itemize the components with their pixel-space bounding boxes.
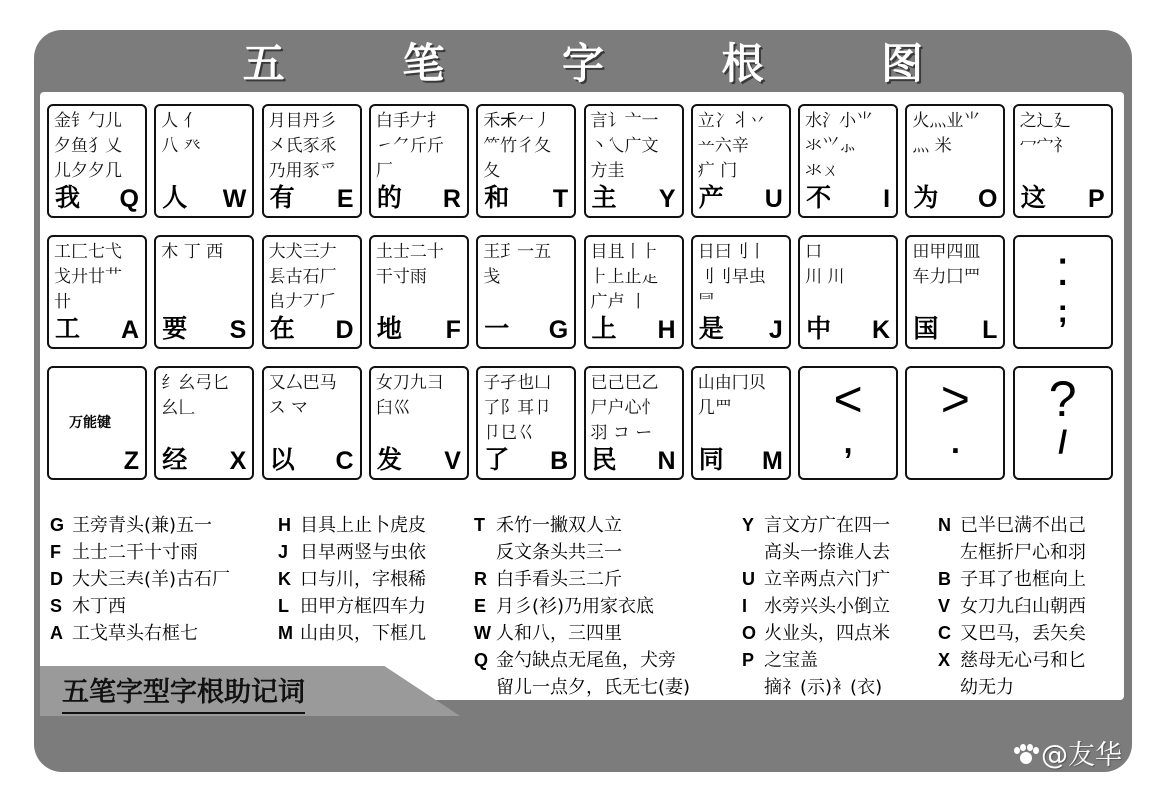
root-line: 镸古石厂 bbox=[268, 267, 337, 287]
root-line: 田甲四皿 bbox=[912, 242, 981, 262]
mnemonic-line bbox=[50, 566, 230, 593]
root-line: 立冫丬丷 bbox=[697, 111, 766, 131]
root-line: 白手𠂇扌 bbox=[375, 111, 444, 131]
key-char: 为 bbox=[913, 183, 939, 212]
root-line: 禾𥝌𠂉丿 bbox=[483, 111, 552, 131]
mnemonic-text: 金勺缺点无尾鱼，犬旁 bbox=[496, 650, 676, 671]
root-line: ⺊上止龰 bbox=[590, 267, 659, 287]
key-letter: O bbox=[977, 185, 998, 213]
root-line: 䒑六辛 bbox=[697, 136, 749, 156]
key-char: 是 bbox=[698, 314, 724, 343]
root-line: 广卢 丨 bbox=[590, 292, 647, 312]
root-line: 工匚七弋 bbox=[54, 242, 122, 262]
root-line: 乃用豕爫 bbox=[268, 161, 337, 181]
root-line: 灬 米 bbox=[912, 136, 952, 156]
key-roots bbox=[54, 240, 141, 315]
key-letter: D bbox=[335, 316, 354, 344]
root-line: 纟幺弓匕 bbox=[161, 373, 230, 393]
mnemonic-text: 又巴马，丢矢矣 bbox=[960, 623, 1086, 644]
mnemonic-text: 子耳了也框向上 bbox=[960, 569, 1086, 590]
mnemonic-line bbox=[474, 539, 690, 566]
root-line: 人 亻 bbox=[161, 111, 201, 131]
root-line: 氺⺍⺗ bbox=[805, 136, 857, 156]
key-letter: Y bbox=[658, 185, 676, 213]
root-line: 羽 コ ー bbox=[590, 423, 653, 443]
root-line: 幺𠃊 bbox=[161, 398, 196, 418]
mnemonic-line bbox=[742, 620, 890, 647]
mnemonic-line bbox=[474, 620, 690, 647]
mnemonic-text: 之宝盖 bbox=[764, 650, 818, 671]
key-d[interactable] bbox=[262, 235, 362, 349]
key-roots bbox=[161, 109, 248, 159]
mnemonic-text: 工戈草头右框七 bbox=[72, 623, 198, 644]
root-line: ⺮竹彳夂 bbox=[483, 136, 552, 156]
mnemonic-line bbox=[474, 566, 690, 593]
key-letter: H bbox=[657, 316, 676, 344]
key-char: 工 bbox=[55, 314, 81, 343]
mnemonic-text: 幼无力 bbox=[960, 677, 1014, 698]
key-char: 不 bbox=[806, 183, 832, 212]
key-q[interactable] bbox=[47, 104, 147, 218]
key-l[interactable] bbox=[905, 235, 1005, 349]
key-e[interactable] bbox=[262, 104, 362, 218]
key-letter: E bbox=[336, 185, 354, 213]
key-letter: L bbox=[982, 316, 998, 344]
chart-title bbox=[34, 30, 1132, 92]
key-roots bbox=[161, 371, 248, 421]
key-v[interactable] bbox=[369, 366, 469, 480]
key-char: 的 bbox=[376, 183, 402, 212]
mnemonic-letter: U bbox=[742, 569, 755, 589]
mnemonic-line bbox=[474, 674, 690, 701]
root-line: 刂刂早虫 bbox=[697, 267, 766, 287]
key-letter: X bbox=[229, 447, 247, 475]
key-s[interactable] bbox=[154, 235, 254, 349]
mnemonic-line bbox=[742, 566, 890, 593]
mnemonic-letter: J bbox=[278, 542, 289, 562]
key-y[interactable] bbox=[584, 104, 684, 218]
key-char: 和 bbox=[484, 183, 510, 212]
mnemonic-line bbox=[938, 539, 1086, 566]
mnemonic-letter: Q bbox=[474, 650, 489, 670]
mnemonic-line bbox=[50, 620, 230, 647]
title-char: 根 bbox=[721, 39, 764, 88]
mnemonic-letter: B bbox=[938, 569, 951, 589]
key-letter: I bbox=[883, 185, 891, 213]
mnemonic-text: 白手看头三二斤 bbox=[496, 569, 622, 590]
root-line: 口 bbox=[805, 242, 823, 262]
root-line: 八 癶 bbox=[161, 136, 201, 156]
root-line: 土士二十 bbox=[375, 242, 444, 262]
mnemonic-text: 王旁青头(兼)五一 bbox=[72, 515, 213, 536]
mnemonic-letter: K bbox=[278, 569, 291, 589]
key-roots bbox=[698, 109, 785, 184]
key-symbol-top: : bbox=[1055, 240, 1070, 296]
key-symbol-bottom: ; bbox=[1057, 293, 1069, 329]
mnemonic-line bbox=[938, 674, 1086, 701]
key-letter: Z bbox=[123, 447, 139, 475]
mnemonic-line bbox=[50, 512, 230, 539]
root-line: 金钅勹儿 bbox=[54, 111, 122, 131]
key-char: 了 bbox=[484, 445, 510, 474]
root-line: 目且丨⺊ bbox=[590, 242, 659, 262]
title-char: 图 bbox=[881, 39, 924, 88]
key-symbol-top: ? bbox=[1048, 371, 1077, 427]
key-r[interactable] bbox=[369, 104, 469, 218]
root-line: 戈廾廿艹 bbox=[54, 267, 122, 287]
mnemonic-text: 摘礻(示)衤(衣) bbox=[764, 677, 883, 698]
mnemonic-text: 左框折尸心和羽 bbox=[960, 542, 1086, 563]
root-line: 言讠亠一 bbox=[590, 111, 659, 131]
root-line: 干寸雨 bbox=[375, 267, 427, 287]
root-line: 火灬业⺌ bbox=[912, 111, 981, 131]
key-letter: V bbox=[444, 447, 461, 475]
key-char: 经 bbox=[162, 445, 188, 474]
key-letter: G bbox=[548, 316, 569, 344]
key-char: 主 bbox=[591, 183, 617, 212]
mnemonic-text: 立辛两点六门疒 bbox=[764, 569, 890, 590]
key-symbol[interactable] bbox=[905, 366, 1005, 480]
key-char: 人 bbox=[162, 183, 188, 212]
mnemonic-line bbox=[938, 620, 1086, 647]
key-roots bbox=[269, 109, 356, 184]
root-line: 又厶巴马 bbox=[268, 373, 337, 393]
root-line: 尸户心忄 bbox=[590, 398, 659, 418]
key-char: 以 bbox=[269, 445, 295, 474]
key-letter: Q bbox=[119, 185, 139, 213]
root-line: 子孑也凵 bbox=[483, 373, 552, 393]
mnemonic-line bbox=[938, 593, 1086, 620]
key-letter: F bbox=[445, 316, 461, 344]
mnemonic-line bbox=[742, 647, 890, 674]
mnemonic-letter: S bbox=[50, 596, 63, 616]
key-char: 国 bbox=[913, 314, 939, 343]
key-f[interactable] bbox=[369, 235, 469, 349]
watermark bbox=[1013, 733, 1122, 772]
key-roots bbox=[161, 240, 248, 265]
key-char: 上 bbox=[591, 314, 617, 343]
root-line: ス マ bbox=[268, 398, 308, 418]
key-symbol-bottom: . bbox=[950, 424, 960, 460]
mnemonic-column bbox=[278, 512, 426, 647]
key-roots bbox=[376, 240, 463, 290]
key-char: 产 bbox=[698, 183, 724, 212]
key-letter: R bbox=[442, 185, 461, 213]
mnemonic-line bbox=[278, 566, 426, 593]
key-char: 这 bbox=[1020, 183, 1046, 212]
root-line: 卄 bbox=[54, 292, 71, 312]
mnemonic-text: 女刀九臼山朝西 bbox=[960, 596, 1086, 617]
key-roots bbox=[698, 371, 785, 421]
key-roots bbox=[698, 240, 785, 315]
root-line: 冖宀礻 bbox=[1019, 136, 1071, 156]
mnemonic-letter: M bbox=[278, 623, 293, 643]
key-symbol[interactable] bbox=[798, 366, 898, 480]
key-letter: N bbox=[657, 447, 676, 475]
key-k[interactable] bbox=[798, 235, 898, 349]
mnemonic-letter: T bbox=[474, 515, 485, 535]
key-roots bbox=[805, 109, 892, 184]
key-o[interactable] bbox=[905, 104, 1005, 218]
mnemonic-line bbox=[50, 539, 230, 566]
root-line: 月目丹彡 bbox=[268, 111, 337, 131]
mnemonic-text: 水旁兴头小倒立 bbox=[764, 596, 890, 617]
root-line: 儿夕夕几 bbox=[54, 161, 122, 181]
subtitle-text: 五笔字型字根助记词 bbox=[62, 670, 305, 714]
mnemonic-letter: V bbox=[938, 596, 951, 616]
key-roots bbox=[483, 240, 570, 290]
key-j[interactable] bbox=[691, 235, 791, 349]
root-line: 㐅氏豕乑 bbox=[268, 136, 337, 156]
key-char: 同 bbox=[698, 445, 724, 474]
mnemonic-line bbox=[278, 539, 426, 566]
key-symbol-top: > bbox=[940, 371, 970, 427]
key-letter: J bbox=[768, 316, 783, 344]
root-line: 大犬三𠂇 bbox=[268, 242, 337, 262]
root-line: 之辶廴 bbox=[1019, 111, 1071, 131]
root-line: 卩㔾巜 bbox=[483, 423, 535, 443]
key-n[interactable] bbox=[584, 366, 684, 480]
key-x[interactable] bbox=[154, 366, 254, 480]
root-line: 已己巳乙 bbox=[590, 373, 659, 393]
root-line: 了阝耳卩 bbox=[483, 398, 552, 418]
key-roots bbox=[483, 109, 570, 184]
mnemonic-text: 人和八，三四里 bbox=[496, 623, 622, 644]
key-symbol[interactable] bbox=[1013, 235, 1113, 349]
mnemonic-letter: G bbox=[50, 515, 65, 535]
key-letter: A bbox=[120, 316, 139, 344]
mnemonic-letter: N bbox=[938, 515, 951, 535]
key-symbol[interactable] bbox=[1013, 366, 1113, 480]
key-char: 地 bbox=[376, 314, 402, 343]
key-letter: K bbox=[872, 316, 891, 344]
key-roots bbox=[591, 240, 678, 315]
mnemonic-letter: L bbox=[278, 596, 289, 616]
root-line: 木 丁 西 bbox=[161, 242, 224, 262]
paw-icon bbox=[1013, 744, 1039, 766]
mnemonic-text: 木丁西 bbox=[72, 596, 126, 617]
mnemonic-letter: I bbox=[742, 596, 748, 616]
key-roots bbox=[1020, 109, 1107, 159]
key-char: 要 bbox=[162, 314, 188, 343]
root-line: 氺ㄨ bbox=[805, 161, 840, 181]
root-line: 几⺫ bbox=[697, 398, 732, 418]
key-symbol-bottom: , bbox=[843, 424, 853, 460]
root-line: 𠂤𠂇丆𠂆 bbox=[268, 292, 337, 312]
key-symbol-top: < bbox=[833, 371, 863, 427]
key-letter: M bbox=[761, 447, 783, 475]
mnemonic-text: 田甲方框四车力 bbox=[300, 596, 426, 617]
mnemonic-text: 高头一捺谁人去 bbox=[764, 542, 890, 563]
mnemonic-letter: A bbox=[50, 623, 63, 643]
title-char: 字 bbox=[561, 39, 604, 88]
root-line: 王𤣩一五 bbox=[483, 242, 552, 262]
key-roots bbox=[591, 109, 678, 184]
key-roots bbox=[269, 371, 356, 421]
key-roots bbox=[376, 109, 463, 184]
mnemonic-text: 土士二干十寸雨 bbox=[72, 542, 198, 563]
key-letter: S bbox=[229, 316, 247, 344]
mnemonic-line bbox=[742, 674, 890, 701]
key-roots bbox=[483, 371, 570, 446]
mnemonic-line bbox=[278, 512, 426, 539]
mnemonic-letter: H bbox=[278, 515, 291, 535]
root-line: 厂 bbox=[375, 161, 393, 181]
mnemonic-text: 言文方广在四一 bbox=[764, 515, 890, 536]
mnemonic-letter: F bbox=[50, 542, 61, 562]
root-line: 臼巛 bbox=[375, 398, 410, 418]
key-b[interactable] bbox=[476, 366, 576, 480]
mnemonic-line bbox=[742, 593, 890, 620]
key-char: 一 bbox=[484, 314, 510, 343]
title-char: 五 bbox=[242, 39, 285, 88]
root-line: 女刀九彐 bbox=[375, 373, 444, 393]
root-line: ㇀⺈斤斤 bbox=[375, 136, 444, 156]
mnemonic-line bbox=[474, 512, 690, 539]
root-line: 夂 bbox=[483, 161, 501, 181]
mnemonic-letter: O bbox=[742, 623, 757, 643]
mnemonic-column bbox=[938, 512, 1086, 701]
mnemonic-line bbox=[938, 566, 1086, 593]
key-roots bbox=[805, 240, 892, 290]
key-roots bbox=[54, 109, 141, 184]
watermark-text: @友华 bbox=[1041, 740, 1122, 771]
key-w[interactable] bbox=[154, 104, 254, 218]
mnemonic-column bbox=[50, 512, 230, 647]
key-symbol-bottom: / bbox=[1058, 424, 1068, 460]
key-roots bbox=[912, 109, 999, 159]
root-line: 山由冂贝 bbox=[697, 373, 766, 393]
wildcard-label: 万能键 bbox=[69, 415, 111, 431]
key-z[interactable] bbox=[47, 366, 147, 480]
title-char: 笔 bbox=[402, 39, 445, 88]
key-letter: P bbox=[1088, 185, 1105, 213]
mnemonic-line bbox=[278, 620, 426, 647]
root-line: ⺜ bbox=[697, 292, 715, 312]
key-p[interactable] bbox=[1013, 104, 1113, 218]
key-letter: U bbox=[764, 185, 783, 213]
key-char: 在 bbox=[269, 314, 295, 343]
mnemonic-line bbox=[474, 647, 690, 674]
mnemonic-letter: P bbox=[742, 650, 755, 670]
mnemonic-text: 大犬三𡗗(羊)古石厂 bbox=[72, 569, 231, 590]
key-letter: B bbox=[550, 447, 569, 475]
key-i[interactable] bbox=[798, 104, 898, 218]
key-char: 中 bbox=[806, 314, 832, 343]
key-c[interactable] bbox=[262, 366, 362, 480]
mnemonic-text: 禾竹一撇双人立 bbox=[496, 515, 622, 536]
mnemonic-line bbox=[278, 593, 426, 620]
root-line: 夕鱼犭乂 bbox=[54, 136, 122, 156]
mnemonic-text: 反文条头共三一 bbox=[496, 542, 622, 563]
mnemonic-letter: E bbox=[474, 596, 487, 616]
mnemonic-text: 月彡(衫)乃用家衣底 bbox=[496, 596, 655, 617]
key-letter: W bbox=[222, 185, 247, 213]
mnemonic-line bbox=[938, 647, 1086, 674]
key-g[interactable] bbox=[476, 235, 576, 349]
key-char: 发 bbox=[376, 445, 402, 474]
mnemonic-text: 慈母无心弓和匕 bbox=[960, 650, 1086, 671]
mnemonic-text: 日早两竖与虫依 bbox=[300, 542, 426, 563]
mnemonic-letter: C bbox=[938, 623, 951, 643]
root-line: 方圭 bbox=[590, 161, 625, 181]
mnemonic-letter: W bbox=[474, 623, 491, 643]
key-roots bbox=[269, 240, 356, 315]
root-line: 戋 bbox=[483, 267, 501, 287]
mnemonic-text: 火业头，四点米 bbox=[764, 623, 890, 644]
mnemonic-text: 留儿一点夕，氏无七(妻) bbox=[496, 677, 691, 698]
mnemonic-line bbox=[742, 512, 890, 539]
mnemonic-text: 已半巳满不出己 bbox=[960, 515, 1086, 536]
key-u[interactable] bbox=[691, 104, 791, 218]
mnemonic-line bbox=[742, 539, 890, 566]
mnemonic-text: 目具上止卜虎皮 bbox=[300, 515, 426, 536]
mnemonic-column bbox=[474, 512, 690, 701]
key-m[interactable] bbox=[691, 366, 791, 480]
root-line: 川 川 bbox=[805, 267, 845, 287]
key-char: 民 bbox=[591, 445, 617, 474]
mnemonic-line bbox=[474, 593, 690, 620]
mnemonic-line bbox=[938, 512, 1086, 539]
key-char: 有 bbox=[269, 183, 295, 212]
mnemonic-letter: X bbox=[938, 650, 951, 670]
key-letter: T bbox=[552, 185, 569, 213]
mnemonic-letter: D bbox=[50, 569, 63, 589]
key-a[interactable] bbox=[47, 235, 147, 349]
mnemonic-column bbox=[742, 512, 890, 701]
mnemonic-letter: R bbox=[474, 569, 487, 589]
mnemonic-text: 口与川，字根稀 bbox=[300, 569, 426, 590]
mnemonic-line bbox=[50, 593, 230, 620]
mnemonic-letter: Y bbox=[742, 515, 755, 535]
root-line: 疒 门 bbox=[697, 161, 738, 181]
key-letter: C bbox=[335, 447, 354, 475]
root-line: 丶乀广文 bbox=[590, 136, 659, 156]
key-char: 我 bbox=[55, 183, 81, 212]
root-line: 水氵小⺌ bbox=[805, 111, 874, 131]
root-line: 日曰刂丨 bbox=[697, 242, 766, 262]
mnemonic-text: 山由贝，下框几 bbox=[300, 623, 426, 644]
root-line: 车力囗罒 bbox=[912, 267, 981, 287]
key-h[interactable] bbox=[584, 235, 684, 349]
key-t[interactable] bbox=[476, 104, 576, 218]
key-roots bbox=[591, 371, 678, 446]
key-roots bbox=[912, 240, 999, 290]
key-roots bbox=[376, 371, 463, 421]
